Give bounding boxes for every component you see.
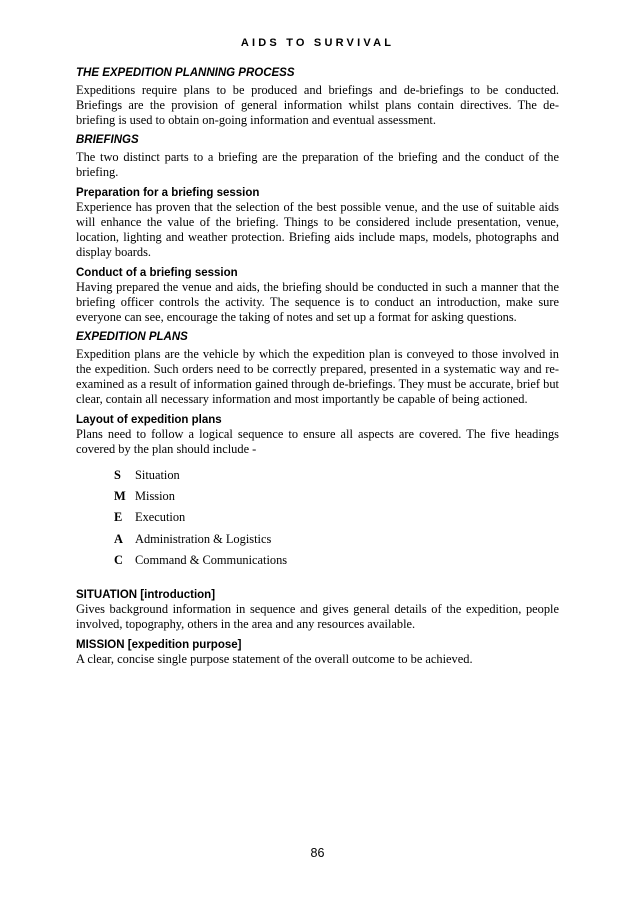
planning-process-body: Expeditions require plans to be produced and briefings and de-briefings to be conducted. Briefings are the provision of general information whilst plans contain directives. The de-briefing is used to obtain on-going information and eventual assessment. — [76, 83, 559, 127]
preparation-body: Experience has proven that the selection of the best possible venue, and the use of suitable aids will enhance the value of the briefing. Things to be considered include presentation, venue, location, lighting and weather protection. Briefing aids include maps, models, photographs and display boards. — [76, 200, 559, 259]
list-item — [114, 553, 559, 574]
list-item — [114, 468, 559, 489]
list-text: Situation — [135, 468, 180, 482]
situation-body: Gives background information in sequence and gives general details of the expedition, people involved, topography, others in the area and any resources available. — [76, 601, 559, 631]
list-item — [114, 532, 559, 553]
situation-heading: SITUATION [introduction] — [76, 588, 216, 601]
expedition-plans-heading: EXPEDITION PLANS — [76, 331, 188, 343]
list-letter: A — [114, 531, 123, 546]
list-letter: C — [114, 552, 123, 567]
briefings-heading: BRIEFINGS — [76, 134, 139, 146]
list-item — [114, 489, 559, 510]
running-head: AIDS TO SURVIVAL — [240, 37, 395, 49]
planning-process-heading: THE EXPEDITION PLANNING PROCESS — [76, 67, 295, 79]
list-text: Administration & Logistics — [135, 531, 272, 546]
list-letter: E — [114, 510, 123, 525]
briefings-body: The two distinct parts to a briefing are the preparation of the briefing and the conduct of the briefing. — [76, 150, 559, 179]
mission-heading: MISSION [expedition purpose] — [76, 638, 242, 651]
list-item — [114, 510, 559, 531]
conduct-body: Having prepared the venue and aids, the briefing should be conducted in such a manner that the briefing officer controls the activity. The sequence is to conduct an introduction, make sure everyone can see, encourage the taking of notes and set up a format for asking questions. — [76, 280, 559, 324]
list-text: Command & Communications — [135, 552, 288, 567]
mission-body: A clear, concise single purpose statement of the overall outcome to be achieved. — [76, 651, 473, 666]
smeac-list — [114, 468, 559, 574]
page-number: 86 — [310, 846, 325, 860]
layout-heading: Layout of expedition plans — [76, 414, 222, 426]
expedition-plans-body: Expedition plans are the vehicle by which the expedition plan is conveyed to those involved in the expedition. Such orders need to be correctly prepared, presented in a systematic way and re-examined as a result of information gained through de-briefings. They must be accurate, brief but clear, contain all necessary information and most importantly be capable of being actioned. — [76, 347, 559, 406]
preparation-heading: Preparation for a briefing session — [76, 187, 260, 199]
conduct-heading: Conduct of a briefing session — [76, 267, 238, 279]
list-letter: M — [114, 489, 126, 504]
page-content — [76, 66, 559, 667]
list-text: Execution — [135, 510, 186, 525]
layout-body: Plans need to follow a logical sequence to ensure all aspects are covered. The five headings covered by the plan should include - — [76, 427, 559, 456]
list-text: Mission — [135, 489, 175, 504]
list-letter: S — [114, 468, 121, 482]
